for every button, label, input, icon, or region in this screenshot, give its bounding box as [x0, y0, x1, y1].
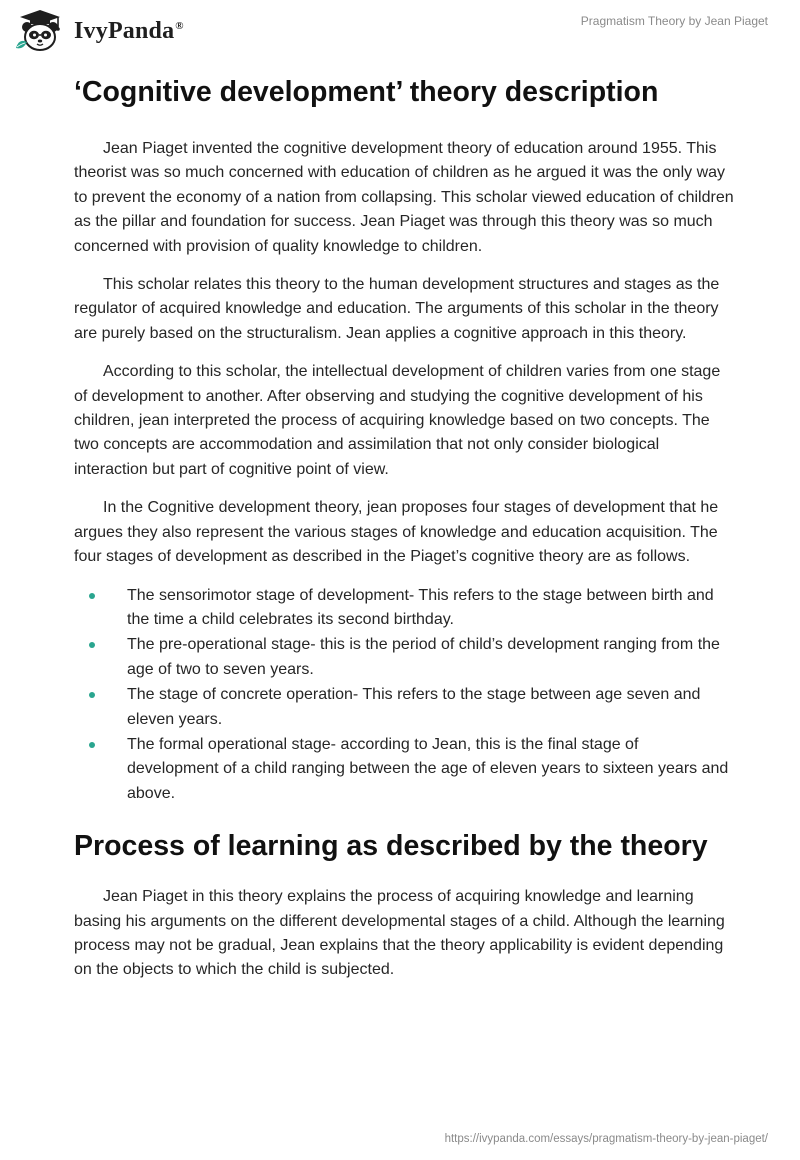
paragraph: In the Cognitive development theory, jean proposes four stages of development that he argues they also represent the various stages of knowledge and education acquisition. The four stages of development as described in the Piaget’s cognitive theory are as follows. [74, 499, 719, 566]
ivypanda-logo[interactable] [14, 8, 184, 54]
section-heading: ‘Cognitive development’ theory description [74, 76, 659, 108]
list-item-text: The pre-operational stage- this is the period of child’s development ranging from the age of two to seven years. [127, 636, 720, 678]
page-header [0, 0, 800, 64]
list-item-text: The sensorimotor stage of development- This refers to the stage between birth and the time a child celebrates its second birthday. [127, 586, 714, 628]
list-item [74, 633, 734, 682]
stages-list [74, 584, 734, 807]
paragraph: According to this scholar, the intellectual development of children varies from one stage of development to another. After observing and studying the cognitive development of his children, jean interpreted the process of acquiring knowledge based on two concepts. The two concepts are accommodation and assimilation that not only consider biological interaction but part of cognitive point of view. [74, 363, 721, 478]
paragraph: Jean Piaget invented the cognitive development theory of education around 1955. This theorist was so much concerned with education of children as he argued it was the only way to prevent the economy of a nation from collapsing. This scholar viewed education of children as the pillar and foundation for success. Jean Piaget was through this theory was so much concerned with provision of quality knowledge to children. [74, 140, 734, 255]
logo-wordmark: IvyPanda® [74, 18, 184, 44]
article-body [74, 70, 734, 983]
source-url-link[interactable]: https://ivypanda.com/essays/pragmatism-theory-by-jean-piaget/ [444, 1133, 768, 1145]
list-item [74, 733, 734, 806]
list-item-text: The formal operational stage- according to Jean, this is the final stage of development of a child ranging between the age of eleven years to sixteen years and above. [127, 735, 729, 802]
section-cognitive-development [74, 70, 734, 806]
list-item [74, 683, 734, 732]
section-heading: Process of learning as described by the theory [74, 830, 708, 863]
paragraph: This scholar relates this theory to the human development structures and stages as the regulator of acquired knowledge and education. The arguments of this scholar in the theory are purely based on the structuralism. Jean applies a cognitive approach in this theory. [74, 276, 720, 342]
panda-graduate-icon [14, 8, 66, 54]
registered-mark: ® [175, 20, 184, 32]
section-process-of-learning [74, 824, 734, 983]
bullet-icon [89, 642, 95, 648]
document-title: Pragmatism Theory by Jean Piaget [580, 14, 768, 28]
paragraph: Jean Piaget in this theory explains the process of acquiring knowledge and learning basing his arguments on the different developmental stages of a child. Although the learning process may not be gradual, Jean explains that the theory applicability is evident depending on the objects to which the child is subjected. [74, 888, 725, 979]
list-item [74, 584, 734, 633]
list-item-text: The stage of concrete operation- This refers to the stage between age seven and eleven years. [127, 686, 701, 728]
bullet-icon [89, 692, 95, 698]
bullet-icon [89, 593, 95, 599]
bullet-icon [89, 742, 95, 748]
